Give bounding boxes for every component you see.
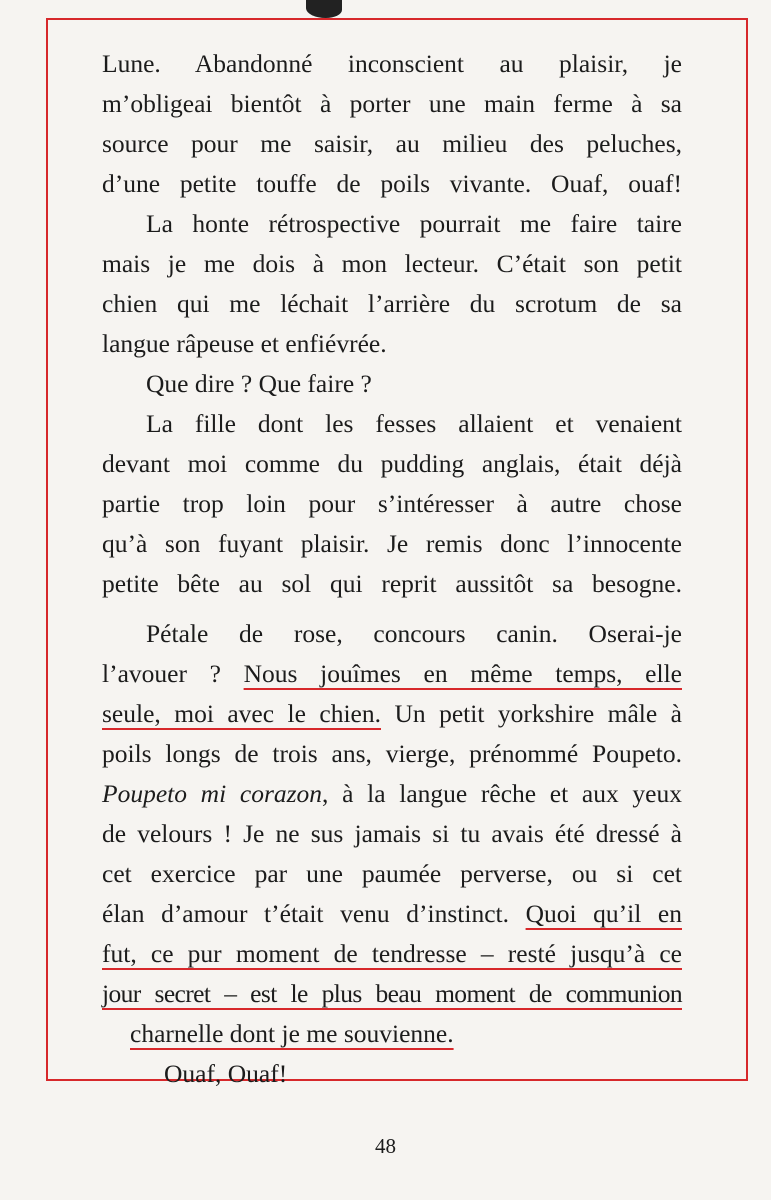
text-line: devant moi comme du pudding anglais, était déjà — [102, 449, 682, 478]
text-line: Pétale de rose, concours canin. Oserai-je — [146, 619, 682, 648]
text-line: Ouaf, Ouaf! — [164, 1059, 288, 1088]
italic-text: Poupeto mi corazon — [102, 779, 323, 808]
highlighted-text: charnelle dont je me souvienne. — [130, 1019, 454, 1048]
highlighted-text: Quoi qu’il en — [525, 899, 682, 928]
text-line: mais je me dois à mon lecteur. C’était son petit — [102, 249, 682, 278]
text-line: La honte rétrospective pourrait me faire taire — [146, 209, 682, 238]
text-line: chien qui me léchait l’arrière du scrotum de sa — [102, 289, 682, 318]
ink-blot — [306, 0, 342, 18]
highlighted-text: jour secret – est le plus beau moment de communion — [102, 979, 682, 1008]
highlighted-text: fut, ce pur moment de tendresse – resté jusqu’à ce — [102, 939, 682, 968]
highlighted-text: seule, moi avec le chien. — [102, 699, 381, 728]
text-run: élan d’amour t’était venu d’instinct. — [102, 899, 526, 928]
text-line — [102, 894, 682, 934]
text-line: de velours ! Je ne sus jamais si tu avais été dressé à — [102, 819, 682, 848]
text-line: source pour me saisir, au milieu des peluches, — [102, 129, 682, 158]
text-line — [102, 774, 682, 814]
text-line: Que dire ? Que faire ? — [146, 369, 372, 398]
text-run: l’avouer ? — [102, 659, 244, 688]
text-line: poils longs de trois ans, vierge, prénommé Poupeto. — [102, 739, 682, 768]
text-line: Lune. Abandonné inconscient au plaisir, je — [102, 49, 682, 78]
text-line: qu’à son fuyant plaisir. Je remis donc l’innocente — [102, 529, 682, 558]
text-line: d’une petite touffe de poils vivante. Ouaf, ouaf! — [102, 169, 682, 198]
text-line — [102, 694, 682, 734]
page-number: 48 — [375, 1134, 396, 1158]
text-line: m’obligeai bientôt à porter une main ferme à sa — [102, 89, 682, 118]
text-line: langue râpeuse et enfiévrée. — [102, 329, 387, 358]
text-line — [102, 654, 682, 694]
text-line: partie trop loin pour s’intéresser à autre chose — [102, 489, 682, 518]
highlighted-text: Nous jouîmes en même temps, elle — [243, 659, 682, 688]
text-run: , à la langue rêche et aux yeux — [322, 779, 682, 808]
text-line: petite bête au sol qui reprit aussitôt sa besogne. — [102, 569, 682, 598]
text-line: cet exercice par une paumée perverse, ou si cet — [102, 859, 682, 888]
text-line: La fille dont les fesses allaient et venaient — [146, 409, 682, 438]
text-run: Un petit yorkshire mâle à — [381, 699, 682, 728]
